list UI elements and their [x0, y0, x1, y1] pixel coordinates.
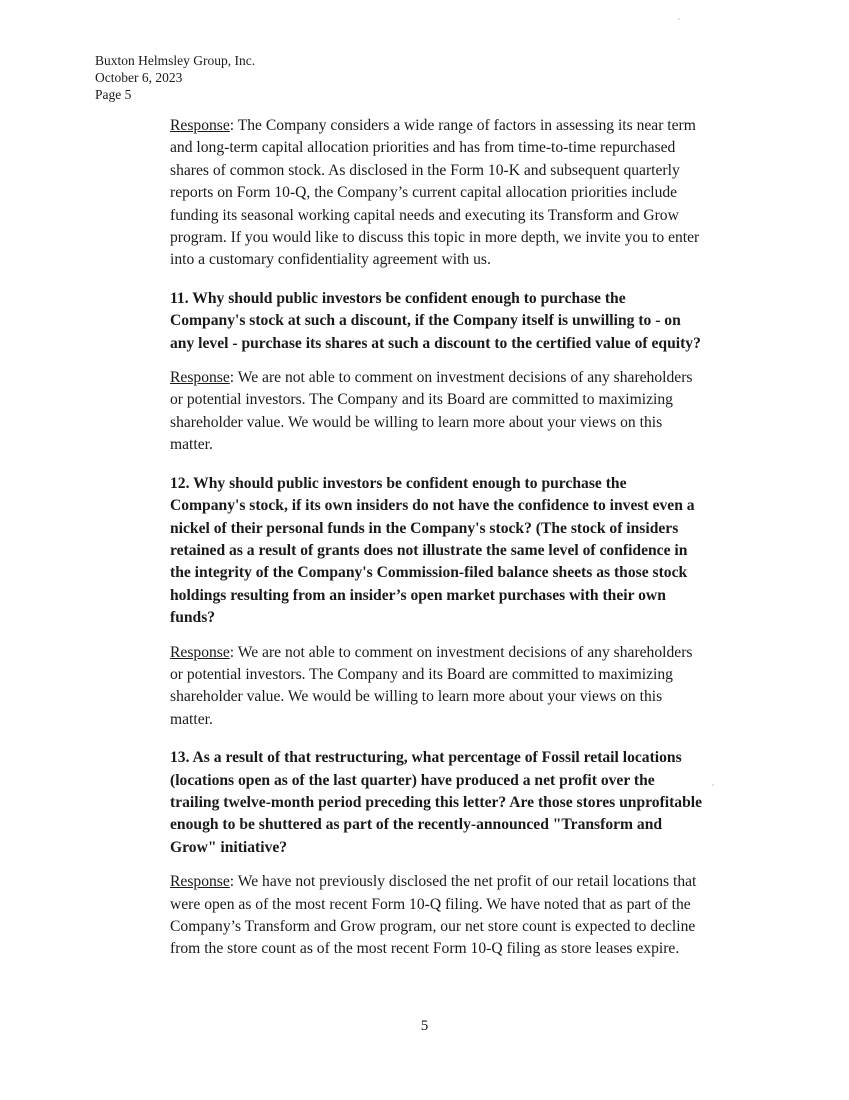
response-paragraph: [170, 115, 745, 272]
response-line: into a customary confidentiality agreement with us.: [170, 251, 491, 269]
question-13: [170, 747, 745, 859]
response-line: matter.: [170, 436, 213, 454]
question-line: Company's stock, if its own insiders do not have the confidence to invest even a: [170, 497, 695, 515]
response-paragraph: [170, 367, 745, 457]
letter-date: October 6, 2023: [95, 70, 183, 85]
response-line: matter.: [170, 710, 213, 728]
response-paragraph: [170, 871, 745, 961]
scan-speck: [678, 18, 680, 20]
response-line: and long-term capital allocation priorities and has from time-to-time repurchased: [170, 139, 676, 157]
response-label: Response: [170, 117, 230, 134]
question-line: enough to be shuttered as part of the recently-announced "Transform and: [170, 816, 663, 834]
question-line: the integrity of the Company's Commission-filed balance sheets as those stock: [170, 564, 688, 582]
response-line: shareholder value. We would be willing to learn more about your views on this: [170, 688, 663, 706]
page-label: Page 5: [95, 87, 132, 102]
response-paragraph: [170, 642, 745, 732]
question-12: [170, 473, 745, 630]
question-line: Company's stock at such a discount, if the Company itself is unwilling to - on: [170, 312, 681, 330]
response-line: Response: We have not previously disclosed the net profit of our retail locations that: [170, 873, 697, 891]
response-line: Response: We are not able to comment on investment decisions of any shareholders: [170, 643, 693, 661]
question-line: Grow" initiative?: [170, 838, 288, 856]
response-label: Response: [170, 643, 230, 661]
question-line: 12. Why should public investors be confident enough to purchase the: [170, 474, 627, 492]
response-line: Company’s Transform and Grow program, our net store count is expected to decline: [170, 918, 696, 935]
question-line: funds?: [170, 609, 216, 627]
response-line: funding its seasonal working capital needs and executing its Transform and Grow: [170, 206, 679, 224]
response-line: Response: The Company considers a wide range of factors in assessing its near term: [170, 117, 696, 134]
page-number: 5: [420, 1018, 429, 1034]
response-line: program. If you would like to discuss this topic in more depth, we invite you to enter: [170, 229, 700, 247]
question-line: nickel of their personal funds in the Company's stock? (The stock of insiders: [170, 519, 679, 537]
question-line: 13. As a result of that restructuring, what percentage of Fossil retail locations: [170, 749, 682, 767]
letter-body: [170, 115, 745, 961]
response-line: reports on Form 10-Q, the Company’s current capital allocation priorities include: [170, 184, 678, 202]
response-line: from the store count as of the most recent Form 10-Q filing as store leases expire.: [170, 940, 680, 958]
response-label: Response: [170, 873, 230, 891]
question-line: 11. Why should public investors be confident enough to purchase the: [170, 289, 626, 307]
response-line: or potential investors. The Company and its Board are committed to maximizing: [170, 391, 673, 409]
response-line: shares of common stock. As disclosed in the Form 10-K and subsequent quarterly: [170, 161, 680, 179]
question-line: any level - purchase its shares at such a discount to the certified value of equity?: [170, 334, 701, 352]
response-line: shareholder value. We would be willing to learn more about your views on this: [170, 413, 663, 431]
response-label: Response: [170, 369, 230, 387]
response-line: were open as of the most recent Form 10-Q filing. We have noted that as part of the: [170, 895, 691, 913]
question-line: holdings resulting from an insider’s open market purchases with their own: [170, 586, 666, 604]
scan-speck: [712, 784, 714, 786]
response-line: Response: We are not able to comment on investment decisions of any shareholders: [170, 369, 693, 387]
question-line: trailing twelve-month period preceding this letter? Are those stores unprofitable: [170, 793, 703, 811]
question-line: retained as a result of grants does not illustrate the same level of confidence in: [170, 541, 688, 559]
company-name: Buxton Helmsley Group, Inc.: [95, 53, 256, 68]
question-line: (locations open as of the last quarter) have produced a net profit over the: [170, 771, 655, 789]
letter-header: [95, 52, 255, 103]
response-line: or potential investors. The Company and its Board are committed to maximizing: [170, 665, 673, 683]
question-11: [170, 288, 745, 355]
